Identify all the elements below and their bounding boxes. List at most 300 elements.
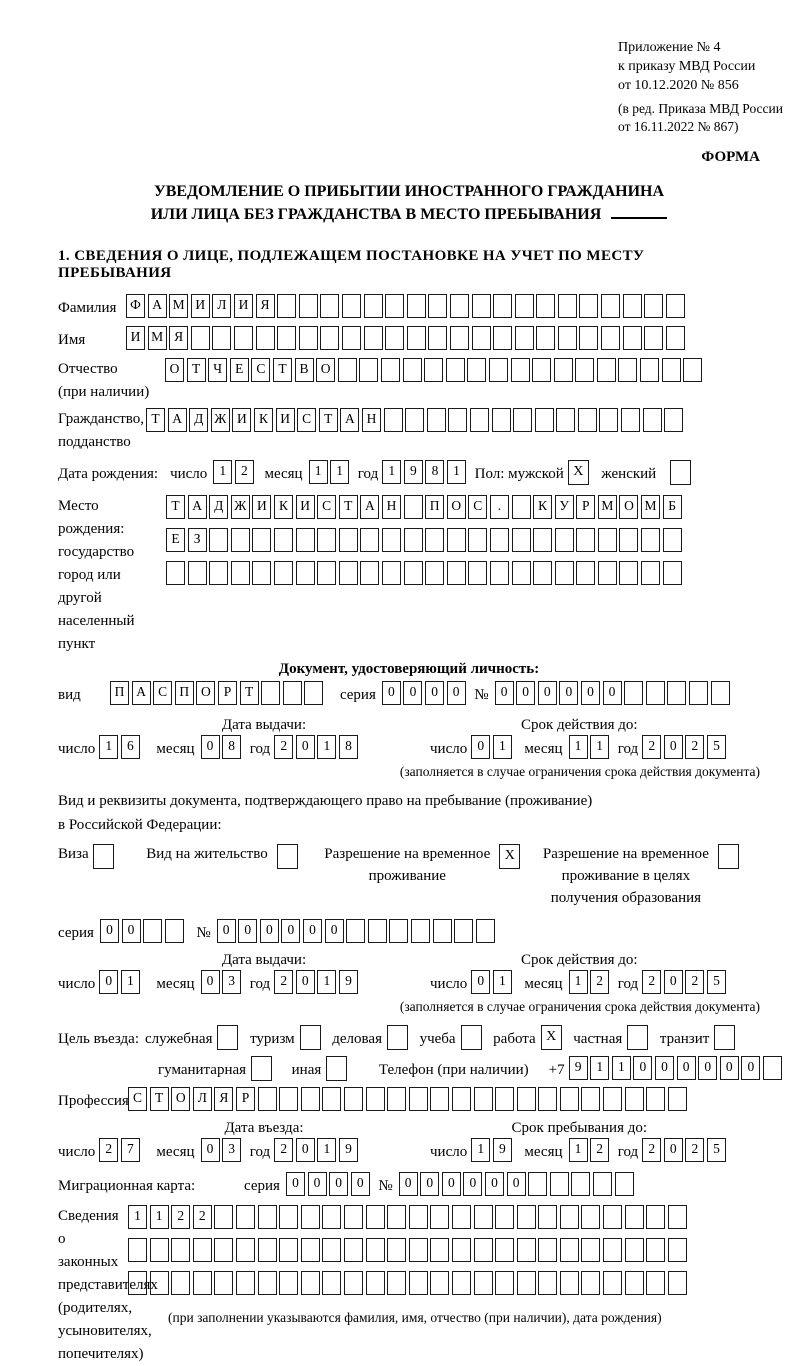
char-cell[interactable]: 3 <box>222 1138 241 1162</box>
char-cell[interactable] <box>581 1271 600 1295</box>
legal-rep-line1[interactable] <box>128 1205 689 1233</box>
char-cell[interactable] <box>517 1087 536 1111</box>
stay-month-cells[interactable] <box>569 1138 612 1166</box>
char-cell[interactable] <box>301 1205 320 1229</box>
char-cell[interactable] <box>338 358 357 382</box>
char-cell[interactable] <box>320 294 339 318</box>
char-cell[interactable] <box>667 681 686 705</box>
char-cell[interactable] <box>344 1271 363 1295</box>
char-cell[interactable]: Т <box>150 1087 169 1111</box>
char-cell[interactable] <box>448 408 467 432</box>
char-cell[interactable] <box>492 408 511 432</box>
char-cell[interactable]: 0 <box>655 1056 674 1080</box>
char-cell[interactable] <box>493 326 512 350</box>
char-cell[interactable]: 0 <box>382 681 401 705</box>
char-cell[interactable] <box>666 326 685 350</box>
char-cell[interactable] <box>150 1271 169 1295</box>
char-cell[interactable] <box>603 1205 622 1229</box>
char-cell[interactable] <box>359 358 378 382</box>
char-cell[interactable] <box>252 528 271 552</box>
study-checkbox[interactable] <box>461 1025 485 1053</box>
char-cell[interactable] <box>322 1205 341 1229</box>
char-cell[interactable]: М <box>148 326 167 350</box>
char-cell[interactable]: 0 <box>325 919 344 943</box>
char-cell[interactable] <box>364 326 383 350</box>
char-cell[interactable]: Т <box>166 495 185 519</box>
char-cell[interactable] <box>472 294 491 318</box>
char-cell[interactable] <box>536 326 555 350</box>
other-checkbox[interactable] <box>326 1056 350 1084</box>
char-cell[interactable]: 2 <box>590 970 609 994</box>
char-cell[interactable]: П <box>425 495 444 519</box>
char-cell[interactable] <box>461 1025 482 1050</box>
char-cell[interactable] <box>517 1271 536 1295</box>
char-cell[interactable] <box>446 358 465 382</box>
char-cell[interactable]: Т <box>187 358 206 382</box>
char-cell[interactable] <box>467 358 486 382</box>
char-cell[interactable] <box>382 528 401 552</box>
char-cell[interactable]: 6 <box>121 735 140 759</box>
char-cell[interactable] <box>279 1238 298 1262</box>
char-cell[interactable]: 2 <box>235 460 254 484</box>
char-cell[interactable]: 1 <box>590 735 609 759</box>
char-cell[interactable]: Е <box>166 528 185 552</box>
char-cell[interactable]: 0 <box>399 1172 418 1196</box>
char-cell[interactable] <box>474 1271 493 1295</box>
visa-checkbox[interactable] <box>93 844 117 872</box>
char-cell[interactable]: 0 <box>403 681 422 705</box>
char-cell[interactable]: Р <box>576 495 595 519</box>
char-cell[interactable]: 2 <box>274 735 293 759</box>
char-cell[interactable] <box>366 1205 385 1229</box>
char-cell[interactable] <box>555 561 574 585</box>
char-cell[interactable] <box>623 294 642 318</box>
char-cell[interactable] <box>555 528 574 552</box>
char-cell[interactable] <box>512 528 531 552</box>
temporary-residence-education-checkbox[interactable] <box>718 844 742 872</box>
char-cell[interactable]: И <box>276 408 295 432</box>
char-cell[interactable] <box>641 528 660 552</box>
char-cell[interactable] <box>277 844 298 869</box>
char-cell[interactable]: 9 <box>569 1056 588 1080</box>
char-cell[interactable] <box>599 408 618 432</box>
char-cell[interactable] <box>550 1172 569 1196</box>
char-cell[interactable]: О <box>619 495 638 519</box>
char-cell[interactable]: 0 <box>485 1172 504 1196</box>
char-cell[interactable] <box>428 294 447 318</box>
char-cell[interactable] <box>495 1205 514 1229</box>
entry-month-cells[interactable] <box>201 1138 244 1166</box>
char-cell[interactable]: 1 <box>317 735 336 759</box>
char-cell[interactable] <box>556 408 575 432</box>
char-cell[interactable] <box>258 1087 277 1111</box>
char-cell[interactable]: Т <box>339 495 358 519</box>
char-cell[interactable] <box>409 1087 428 1111</box>
char-cell[interactable]: 1 <box>128 1205 147 1229</box>
legal-rep-line3[interactable] <box>128 1271 689 1299</box>
char-cell[interactable] <box>366 1238 385 1262</box>
char-cell[interactable] <box>320 326 339 350</box>
char-cell[interactable]: М <box>169 294 188 318</box>
char-cell[interactable]: 2 <box>274 970 293 994</box>
char-cell[interactable] <box>490 528 509 552</box>
char-cell[interactable]: Д <box>209 495 228 519</box>
char-cell[interactable]: Т <box>146 408 165 432</box>
char-cell[interactable] <box>621 408 640 432</box>
char-cell[interactable] <box>214 1205 233 1229</box>
char-cell[interactable] <box>368 919 387 943</box>
char-cell[interactable] <box>476 919 495 943</box>
char-cell[interactable] <box>560 1205 579 1229</box>
char-cell[interactable]: 2 <box>642 735 661 759</box>
char-cell[interactable]: 2 <box>171 1205 190 1229</box>
char-cell[interactable]: Р <box>236 1087 255 1111</box>
char-cell[interactable] <box>301 1087 320 1111</box>
char-cell[interactable] <box>236 1238 255 1262</box>
char-cell[interactable] <box>279 1205 298 1229</box>
char-cell[interactable]: К <box>254 408 273 432</box>
char-cell[interactable]: X <box>499 844 520 869</box>
char-cell[interactable] <box>643 408 662 432</box>
char-cell[interactable]: 0 <box>296 970 315 994</box>
char-cell[interactable]: А <box>188 495 207 519</box>
char-cell[interactable]: Т <box>319 408 338 432</box>
char-cell[interactable] <box>663 561 682 585</box>
char-cell[interactable]: 1 <box>612 1056 631 1080</box>
char-cell[interactable]: 8 <box>425 460 444 484</box>
char-cell[interactable] <box>538 1271 557 1295</box>
char-cell[interactable] <box>405 408 424 432</box>
char-cell[interactable] <box>468 528 487 552</box>
char-cell[interactable]: Р <box>218 681 237 705</box>
phone-cells[interactable] <box>569 1056 785 1084</box>
birth-place-line1[interactable] <box>166 495 684 523</box>
char-cell[interactable]: 0 <box>308 1172 327 1196</box>
char-cell[interactable] <box>763 1056 782 1080</box>
char-cell[interactable] <box>560 1271 579 1295</box>
char-cell[interactable]: 0 <box>281 919 300 943</box>
patronymic-cells[interactable] <box>165 358 705 386</box>
char-cell[interactable] <box>360 528 379 552</box>
char-cell[interactable] <box>326 1056 347 1081</box>
char-cell[interactable] <box>644 326 663 350</box>
char-cell[interactable]: 0 <box>99 970 118 994</box>
char-cell[interactable] <box>430 1271 449 1295</box>
char-cell[interactable] <box>489 358 508 382</box>
char-cell[interactable] <box>601 294 620 318</box>
char-cell[interactable]: М <box>641 495 660 519</box>
char-cell[interactable] <box>428 326 447 350</box>
migration-number-cells[interactable] <box>399 1172 637 1200</box>
char-cell[interactable]: 2 <box>685 735 704 759</box>
residence-series-cells[interactable] <box>100 919 186 947</box>
char-cell[interactable] <box>385 294 404 318</box>
char-cell[interactable] <box>366 1087 385 1111</box>
char-cell[interactable] <box>296 528 315 552</box>
char-cell[interactable] <box>668 1238 687 1262</box>
char-cell[interactable]: А <box>148 294 167 318</box>
char-cell[interactable]: М <box>598 495 617 519</box>
char-cell[interactable]: О <box>165 358 184 382</box>
char-cell[interactable]: 0 <box>217 919 236 943</box>
char-cell[interactable] <box>261 681 280 705</box>
char-cell[interactable] <box>317 561 336 585</box>
char-cell[interactable] <box>517 1205 536 1229</box>
char-cell[interactable]: 0 <box>581 681 600 705</box>
char-cell[interactable]: 1 <box>569 970 588 994</box>
char-cell[interactable]: 0 <box>351 1172 370 1196</box>
char-cell[interactable] <box>558 294 577 318</box>
char-cell[interactable]: 1 <box>317 1138 336 1162</box>
char-cell[interactable]: 0 <box>260 919 279 943</box>
char-cell[interactable] <box>495 1238 514 1262</box>
char-cell[interactable]: Т <box>240 681 259 705</box>
doc-series-cells[interactable] <box>382 681 468 709</box>
char-cell[interactable]: Д <box>189 408 208 432</box>
char-cell[interactable] <box>387 1238 406 1262</box>
char-cell[interactable] <box>384 408 403 432</box>
doc-number-cells[interactable] <box>495 681 733 709</box>
char-cell[interactable]: 0 <box>201 1138 220 1162</box>
char-cell[interactable]: Ж <box>231 495 250 519</box>
char-cell[interactable]: О <box>171 1087 190 1111</box>
char-cell[interactable]: 0 <box>664 970 683 994</box>
char-cell[interactable]: О <box>447 495 466 519</box>
char-cell[interactable]: 2 <box>193 1205 212 1229</box>
char-cell[interactable]: Т <box>273 358 292 382</box>
char-cell[interactable] <box>407 326 426 350</box>
char-cell[interactable] <box>575 358 594 382</box>
char-cell[interactable] <box>533 528 552 552</box>
official-checkbox[interactable] <box>217 1025 241 1053</box>
char-cell[interactable] <box>389 919 408 943</box>
char-cell[interactable]: У <box>555 495 574 519</box>
char-cell[interactable]: 1 <box>330 460 349 484</box>
char-cell[interactable]: 2 <box>685 970 704 994</box>
char-cell[interactable]: С <box>153 681 172 705</box>
char-cell[interactable]: 0 <box>538 681 557 705</box>
char-cell[interactable]: Н <box>382 495 401 519</box>
char-cell[interactable] <box>598 561 617 585</box>
char-cell[interactable] <box>670 460 691 485</box>
char-cell[interactable]: Ф <box>126 294 145 318</box>
char-cell[interactable]: 0 <box>201 735 220 759</box>
char-cell[interactable] <box>258 1205 277 1229</box>
char-cell[interactable]: 1 <box>213 460 232 484</box>
char-cell[interactable] <box>615 1172 634 1196</box>
char-cell[interactable]: 0 <box>201 970 220 994</box>
tourism-checkbox[interactable] <box>300 1025 324 1053</box>
char-cell[interactable]: 1 <box>317 970 336 994</box>
char-cell[interactable] <box>258 1238 277 1262</box>
char-cell[interactable]: 0 <box>420 1172 439 1196</box>
char-cell[interactable] <box>603 1238 622 1262</box>
char-cell[interactable] <box>472 326 491 350</box>
char-cell[interactable] <box>171 1271 190 1295</box>
char-cell[interactable]: 0 <box>447 681 466 705</box>
char-cell[interactable] <box>364 294 383 318</box>
entry-year-cells[interactable] <box>274 1138 360 1166</box>
char-cell[interactable] <box>452 1087 471 1111</box>
char-cell[interactable]: 2 <box>99 1138 118 1162</box>
given-name-cells[interactable] <box>126 326 687 354</box>
char-cell[interactable]: 7 <box>121 1138 140 1162</box>
char-cell[interactable] <box>515 326 534 350</box>
char-cell[interactable]: Л <box>212 294 231 318</box>
char-cell[interactable] <box>231 561 250 585</box>
char-cell[interactable]: 0 <box>329 1172 348 1196</box>
char-cell[interactable] <box>404 528 423 552</box>
char-cell[interactable] <box>322 1087 341 1111</box>
residence-number-cells[interactable] <box>217 919 498 947</box>
char-cell[interactable] <box>625 1271 644 1295</box>
char-cell[interactable]: А <box>168 408 187 432</box>
issue-year-cells[interactable] <box>274 735 360 763</box>
char-cell[interactable]: О <box>196 681 215 705</box>
char-cell[interactable]: 0 <box>516 681 535 705</box>
char-cell[interactable] <box>512 495 531 519</box>
char-cell[interactable] <box>301 1238 320 1262</box>
char-cell[interactable] <box>474 1205 493 1229</box>
char-cell[interactable] <box>495 1087 514 1111</box>
char-cell[interactable]: 1 <box>121 970 140 994</box>
char-cell[interactable]: 0 <box>559 681 578 705</box>
char-cell[interactable] <box>344 1087 363 1111</box>
char-cell[interactable] <box>387 1025 408 1050</box>
char-cell[interactable]: 1 <box>99 735 118 759</box>
expiry-year-cells[interactable] <box>642 735 728 763</box>
char-cell[interactable] <box>360 561 379 585</box>
char-cell[interactable]: 0 <box>633 1056 652 1080</box>
char-cell[interactable] <box>666 294 685 318</box>
char-cell[interactable] <box>427 408 446 432</box>
char-cell[interactable] <box>511 358 530 382</box>
char-cell[interactable] <box>579 294 598 318</box>
char-cell[interactable] <box>619 561 638 585</box>
char-cell[interactable] <box>236 1271 255 1295</box>
char-cell[interactable]: К <box>274 495 293 519</box>
char-cell[interactable] <box>603 1271 622 1295</box>
char-cell[interactable]: 0 <box>677 1056 696 1080</box>
issue-month-cells[interactable] <box>201 970 244 998</box>
char-cell[interactable]: 0 <box>603 681 622 705</box>
char-cell[interactable]: П <box>175 681 194 705</box>
char-cell[interactable]: Ч <box>208 358 227 382</box>
char-cell[interactable] <box>339 528 358 552</box>
char-cell[interactable] <box>214 1271 233 1295</box>
char-cell[interactable] <box>689 681 708 705</box>
char-cell[interactable]: 5 <box>707 735 726 759</box>
char-cell[interactable]: 0 <box>296 735 315 759</box>
char-cell[interactable]: С <box>468 495 487 519</box>
char-cell[interactable]: 0 <box>463 1172 482 1196</box>
char-cell[interactable] <box>403 358 422 382</box>
char-cell[interactable]: 0 <box>303 919 322 943</box>
char-cell[interactable]: 2 <box>685 1138 704 1162</box>
char-cell[interactable]: Ж <box>211 408 230 432</box>
char-cell[interactable]: Я <box>214 1087 233 1111</box>
char-cell[interactable] <box>279 1271 298 1295</box>
char-cell[interactable] <box>495 1271 514 1295</box>
char-cell[interactable] <box>193 1271 212 1295</box>
char-cell[interactable] <box>454 919 473 943</box>
char-cell[interactable] <box>601 326 620 350</box>
char-cell[interactable] <box>560 1238 579 1262</box>
char-cell[interactable]: Е <box>230 358 249 382</box>
char-cell[interactable] <box>579 326 598 350</box>
char-cell[interactable]: И <box>234 294 253 318</box>
char-cell[interactable]: . <box>490 495 509 519</box>
char-cell[interactable] <box>533 561 552 585</box>
char-cell[interactable] <box>433 919 452 943</box>
char-cell[interactable] <box>346 919 365 943</box>
char-cell[interactable] <box>299 294 318 318</box>
char-cell[interactable]: X <box>541 1025 562 1050</box>
char-cell[interactable] <box>711 681 730 705</box>
char-cell[interactable] <box>339 561 358 585</box>
char-cell[interactable]: А <box>360 495 379 519</box>
migration-series-cells[interactable] <box>286 1172 372 1200</box>
char-cell[interactable] <box>409 1205 428 1229</box>
char-cell[interactable] <box>277 294 296 318</box>
char-cell[interactable]: 0 <box>286 1172 305 1196</box>
char-cell[interactable] <box>407 294 426 318</box>
profession-cells[interactable] <box>128 1087 689 1115</box>
char-cell[interactable] <box>300 1025 321 1050</box>
char-cell[interactable] <box>165 919 184 943</box>
char-cell[interactable]: 1 <box>493 735 512 759</box>
char-cell[interactable] <box>342 294 361 318</box>
doc-kind-cells[interactable] <box>110 681 326 709</box>
char-cell[interactable] <box>387 1087 406 1111</box>
char-cell[interactable] <box>619 528 638 552</box>
birth-month-cells[interactable] <box>309 460 352 488</box>
char-cell[interactable]: 0 <box>698 1056 717 1080</box>
char-cell[interactable] <box>512 561 531 585</box>
char-cell[interactable] <box>641 561 660 585</box>
char-cell[interactable]: З <box>188 528 207 552</box>
char-cell[interactable] <box>644 294 663 318</box>
char-cell[interactable]: 0 <box>720 1056 739 1080</box>
char-cell[interactable] <box>597 358 616 382</box>
char-cell[interactable] <box>447 528 466 552</box>
expiry-year-cells[interactable] <box>642 970 728 998</box>
char-cell[interactable]: И <box>126 326 145 350</box>
char-cell[interactable]: X <box>568 460 589 485</box>
char-cell[interactable] <box>493 294 512 318</box>
expiry-day-cells[interactable] <box>471 970 514 998</box>
char-cell[interactable]: 9 <box>339 970 358 994</box>
char-cell[interactable] <box>193 1238 212 1262</box>
char-cell[interactable] <box>322 1271 341 1295</box>
char-cell[interactable] <box>274 528 293 552</box>
char-cell[interactable]: С <box>128 1087 147 1111</box>
char-cell[interactable] <box>447 561 466 585</box>
char-cell[interactable]: С <box>251 358 270 382</box>
entry-day-cells[interactable] <box>99 1138 142 1166</box>
business-checkbox[interactable] <box>387 1025 411 1053</box>
char-cell[interactable]: 1 <box>447 460 466 484</box>
char-cell[interactable] <box>387 1271 406 1295</box>
char-cell[interactable] <box>646 1238 665 1262</box>
char-cell[interactable] <box>166 561 185 585</box>
char-cell[interactable]: 1 <box>569 735 588 759</box>
char-cell[interactable]: 0 <box>471 970 490 994</box>
male-checkbox[interactable] <box>568 460 592 488</box>
char-cell[interactable] <box>236 1205 255 1229</box>
char-cell[interactable] <box>554 358 573 382</box>
char-cell[interactable]: 0 <box>238 919 257 943</box>
